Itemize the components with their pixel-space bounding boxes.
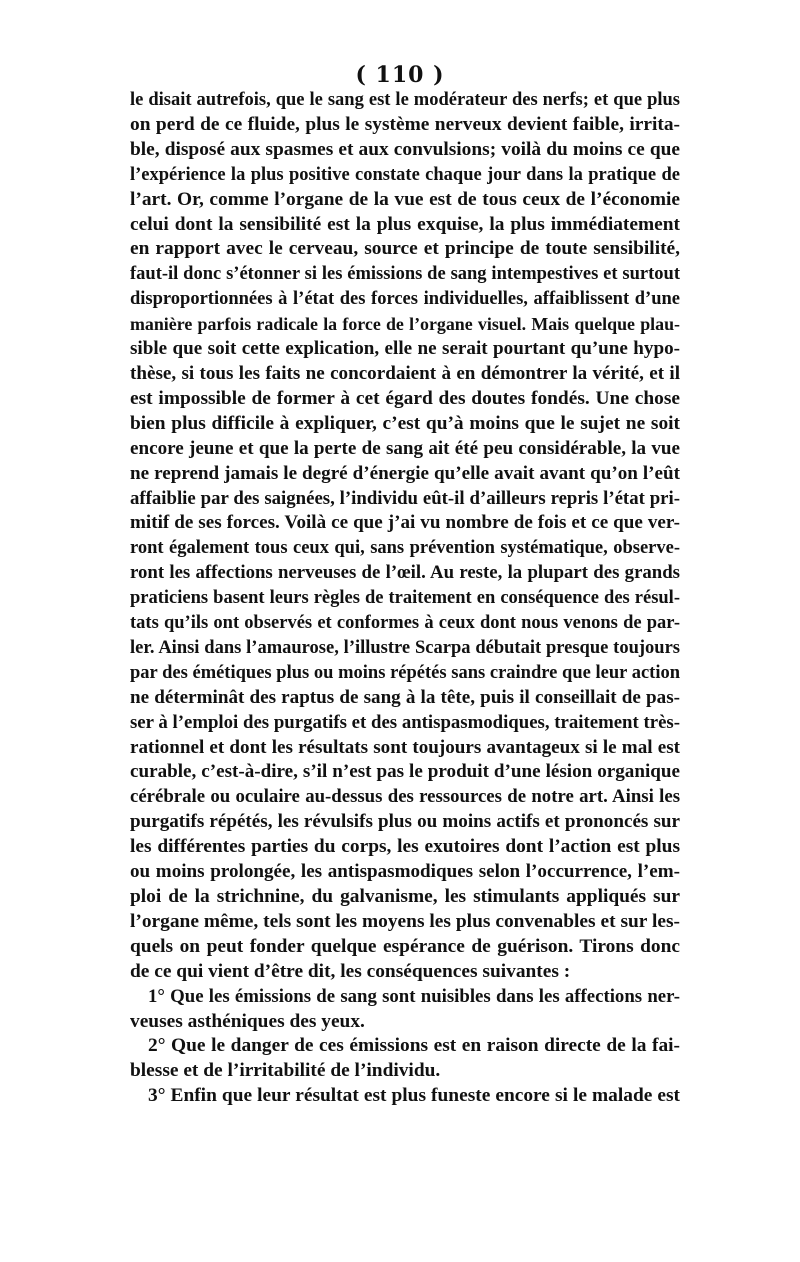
text-line: en rapport avec le cerveau, source et principe de toute sensibilité, bbox=[130, 238, 680, 260]
text-line: disproportionnées à l’état des forces individuelles, affaiblissent d’une bbox=[130, 289, 680, 310]
text-line: ne déterminât des raptus de sang à la tête, puis il conseillait de pas- bbox=[130, 686, 680, 708]
text-line: ront également tous ceux qui, sans prévention systématique, observe- bbox=[130, 538, 680, 559]
text-line: sible que soit cette explication, elle ne serait pourtant qu’une hypo- bbox=[130, 338, 680, 360]
text-line: praticiens basent leurs règles de traitement en conséquence des résul- bbox=[130, 588, 680, 609]
text-line: l’organe même, tels sont les moyens les plus convenables et sur les- bbox=[130, 910, 680, 932]
text-line: ser à l’emploi des purgatifs et des antispasmodiques, traitement très- bbox=[130, 711, 680, 733]
text-line: encore jeune et que la perte de sang ait été peu considérable, la vue bbox=[130, 437, 680, 459]
text-line: curable, c’est-à-dire, s’il n’est pas le produit d’une lésion organique bbox=[130, 761, 680, 783]
text-line: l’expérience la plus positive constate chaque jour dans la pratique de bbox=[130, 164, 680, 185]
text-line: le disait autrefois, que le sang est le modérateur des nerfs; et que plus bbox=[130, 90, 680, 110]
list-item-2-line: blesse et de l’irritabilité de l’individu. bbox=[130, 1060, 441, 1082]
text-line: purgatifs répétés, les révulsifs plus ou moins actifs et prononcés sur bbox=[130, 811, 680, 833]
text-line: ou moins prolongée, les antispasmodiques selon l’occurrence, l’em- bbox=[130, 861, 680, 883]
text-line: l’art. Or, comme l’organe de la vue est de tous ceux de l’économie bbox=[130, 188, 680, 210]
list-item-3-line: 3° Enfin que leur résultat est plus funeste encore si le malade est bbox=[148, 1085, 680, 1107]
text-line: ront les affections nerveuses de l’œil. Au reste, la plupart des grands bbox=[130, 562, 680, 584]
text-line: on perd de ce fluide, plus le système nerveux devient faible, irrita- bbox=[130, 113, 680, 135]
text-line: celui dont la sensibilité est la plus exquise, la plus immédiatement bbox=[130, 213, 680, 235]
text-line: ler. Ainsi dans l’amaurose, l’illustre Scarpa débutait presque toujours bbox=[130, 637, 680, 658]
list-item-2-line: 2° Que le danger de ces émissions est en raison directe de la fai- bbox=[148, 1035, 680, 1057]
text-line: ploi de la strichnine, du galvanisme, les stimulants appliqués sur bbox=[130, 886, 680, 907]
list-item-1-line: 1° Que les émissions de sang sont nuisibles dans les affections ner- bbox=[148, 985, 680, 1007]
text-line: bien plus difficile à expliquer, c’est qu’à moins que le sujet ne soit bbox=[130, 412, 680, 434]
text-line: par des émétiques plus ou moins répétés sans craindre que leur action bbox=[130, 662, 680, 683]
list-item-1-line: veuses asthéniques des yeux. bbox=[130, 1010, 365, 1032]
text-line: rationnel et dont les résultats sont toujours avantageux si le mal est bbox=[130, 736, 680, 758]
text-line: affaiblie par des saignées, l’individu eût-il d’ailleurs repris l’état pri- bbox=[130, 487, 680, 509]
body-text bbox=[130, 88, 680, 1109]
text-line: est impossible de former à cet égard des doutes fondés. Une chose bbox=[130, 387, 680, 409]
text-line: thèse, si tous les faits ne concordaient à en démontrer la vérité, et il bbox=[130, 362, 680, 384]
text-line: tats qu’ils ont observés et conformes à ceux dont nous venons de par- bbox=[130, 613, 680, 634]
text-line: faut-il donc s’étonner si les émissions de sang intempestives et surtout bbox=[130, 264, 680, 285]
text-line: manière parfois radicale la force de l’organe visuel. Mais quelque plau- bbox=[130, 314, 680, 335]
text-line: ne reprend jamais le degré d’énergie qu’elle avait avant qu’on l’eût bbox=[130, 462, 680, 484]
text-line: les différentes parties du corps, les exutoires dont l’action est plus bbox=[130, 836, 680, 858]
text-line: quels on peut fonder quelque espérance de guérison. Tirons donc bbox=[130, 935, 680, 957]
text-line: cérébrale ou oculaire au-dessus des ressources de notre art. Ainsi les bbox=[130, 786, 680, 808]
page-number: ( 110 ) bbox=[355, 62, 445, 88]
text-line: mitif de ses forces. Voilà ce que j’ai vu nombre de fois et ce que ver- bbox=[130, 512, 680, 534]
text-line: de ce qui vient d’être dit, les conséquences suivantes : bbox=[130, 960, 571, 982]
text-line: ble, disposé aux spasmes et aux convulsions; voilà du moins ce que bbox=[130, 138, 680, 160]
